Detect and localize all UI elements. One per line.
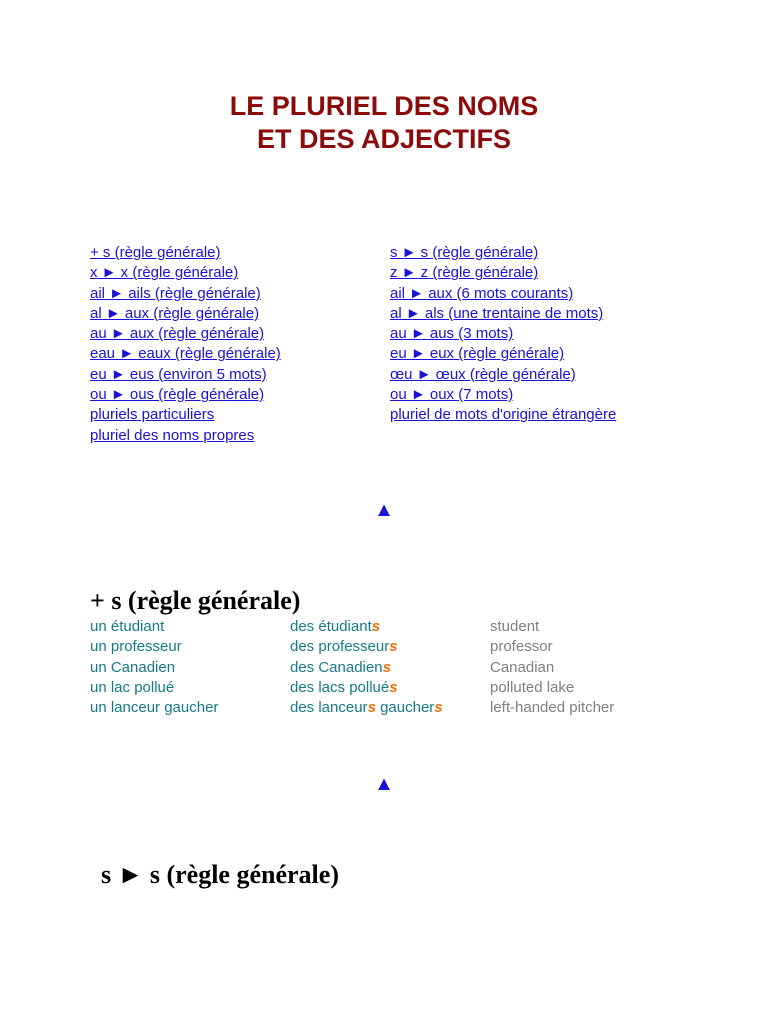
plural-form bbox=[290, 698, 490, 718]
plural-form bbox=[290, 678, 490, 698]
index-item bbox=[90, 243, 281, 263]
index-item bbox=[90, 304, 281, 324]
section-heading-plus-s: + s (règle générale) bbox=[90, 586, 301, 615]
back-to-top-link[interactable]: ▲ bbox=[378, 500, 390, 518]
singular-form: un lanceur gaucher bbox=[90, 699, 219, 717]
plural-form bbox=[290, 637, 490, 657]
index-item bbox=[90, 405, 281, 425]
index-right-column bbox=[390, 243, 616, 426]
english-translation: left-handed pitcher bbox=[490, 699, 615, 717]
index-link[interactable]: œu ► œux (règle générale) bbox=[390, 365, 576, 383]
example-row bbox=[90, 637, 614, 657]
index-item bbox=[390, 385, 616, 405]
back-to-top-link[interactable]: ▲ bbox=[378, 774, 390, 792]
example-row bbox=[90, 678, 614, 698]
plural-stem: des lacs pollué bbox=[290, 678, 390, 696]
index-link[interactable]: au ► aus (3 mots) bbox=[390, 325, 514, 343]
index-link[interactable]: ail ► aux (6 mots courants) bbox=[390, 284, 574, 302]
index-item bbox=[90, 344, 281, 364]
index-left-column bbox=[90, 243, 281, 446]
index-link[interactable]: au ► aux (règle générale) bbox=[90, 325, 265, 343]
index-item bbox=[390, 304, 616, 324]
index-link[interactable]: ou ► ous (règle générale) bbox=[90, 386, 265, 404]
singular-form: un Canadien bbox=[90, 658, 176, 676]
singular-form: un étudiant bbox=[90, 618, 165, 635]
plural-ending: s bbox=[389, 678, 398, 696]
index-link[interactable]: pluriels particuliers bbox=[90, 406, 215, 424]
example-row bbox=[90, 698, 614, 718]
index-item bbox=[90, 426, 281, 446]
index-item bbox=[390, 344, 616, 364]
index-item bbox=[90, 263, 281, 283]
index-link[interactable]: ou ► oux (7 mots) bbox=[390, 386, 514, 404]
english-translation: polluted lake bbox=[490, 678, 575, 696]
plural-ending: s bbox=[434, 699, 443, 717]
plural-ending: s bbox=[389, 638, 398, 656]
singular-form: un professeur bbox=[90, 638, 182, 656]
plural-stem: des lanceur bbox=[290, 699, 368, 717]
index-link[interactable]: s ► s (règle générale) bbox=[390, 244, 539, 261]
index-link[interactable]: pluriel des noms propres bbox=[90, 426, 255, 444]
index-item bbox=[390, 324, 616, 344]
plural-stem: des professeur bbox=[290, 638, 390, 656]
index-item bbox=[390, 284, 616, 304]
example-row bbox=[90, 617, 614, 637]
index-link[interactable]: eu ► eus (environ 5 mots) bbox=[90, 365, 267, 383]
section-heading-s-s: s ► s (règle générale) bbox=[101, 860, 339, 889]
index-item bbox=[90, 365, 281, 385]
index-link[interactable]: eu ► eux (règle générale) bbox=[390, 345, 565, 363]
plural-stem: des Canadien bbox=[290, 658, 383, 676]
index-item bbox=[90, 385, 281, 405]
index-link[interactable]: z ► z (règle générale) bbox=[390, 264, 539, 282]
index-link[interactable]: pluriel de mots d'origine étrangère bbox=[390, 406, 617, 424]
index-link[interactable]: ail ► ails (règle générale) bbox=[90, 284, 261, 302]
index-item bbox=[390, 243, 616, 263]
plural-form bbox=[290, 658, 490, 678]
index-link[interactable]: + s (règle générale) bbox=[90, 244, 221, 261]
index-item bbox=[90, 284, 281, 304]
page-title bbox=[0, 90, 768, 156]
index-item bbox=[90, 324, 281, 344]
plural-stem: gaucher bbox=[375, 699, 435, 717]
english-translation: professor bbox=[490, 638, 553, 656]
singular-form: un lac pollué bbox=[90, 678, 175, 696]
index-item bbox=[390, 365, 616, 385]
english-translation: student bbox=[490, 618, 540, 635]
index-item bbox=[390, 263, 616, 283]
english-translation: Canadian bbox=[490, 658, 555, 676]
page-title-line-2: ET DES ADJECTIFS bbox=[256, 124, 512, 154]
plural-form bbox=[290, 617, 490, 637]
index-link[interactable]: eau ► eaux (règle générale) bbox=[90, 345, 281, 363]
index-link[interactable]: al ► als (une trentaine de mots) bbox=[390, 304, 604, 322]
index-link[interactable]: x ► x (règle générale) bbox=[90, 264, 239, 282]
index-item bbox=[390, 405, 616, 425]
page-title-line-1: LE PLURIEL DES NOMS bbox=[229, 91, 539, 121]
example-row bbox=[90, 658, 614, 678]
examples-table bbox=[90, 617, 614, 718]
plural-stem: des étudiant bbox=[290, 618, 372, 635]
plural-ending: s bbox=[382, 658, 391, 676]
index-link[interactable]: al ► aux (règle générale) bbox=[90, 304, 260, 322]
plural-ending: s bbox=[371, 618, 381, 635]
plural-ending: s bbox=[367, 699, 376, 717]
